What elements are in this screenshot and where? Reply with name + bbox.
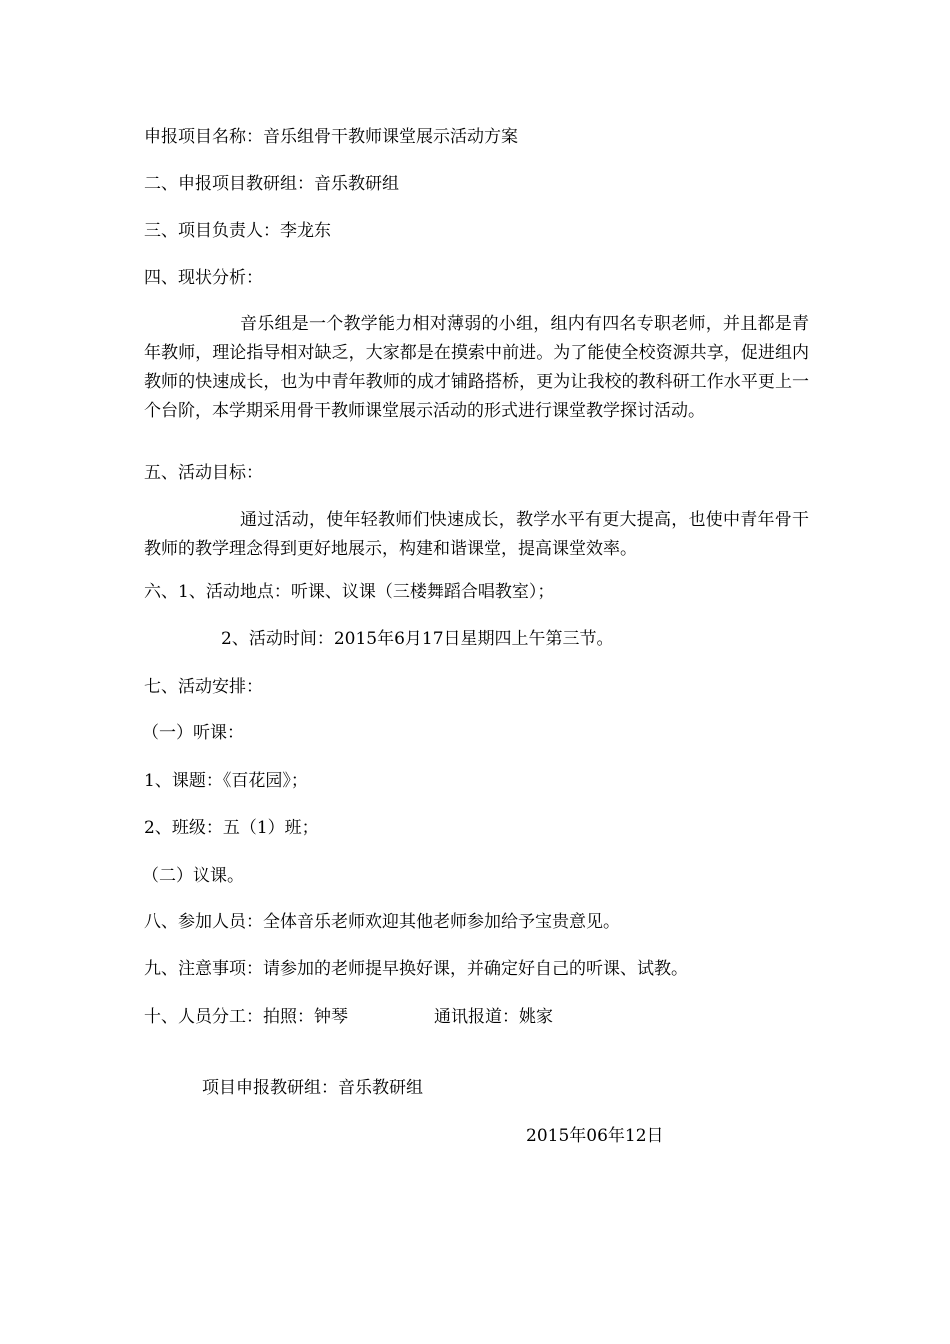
activity-location: 六、1、活动地点：听课、议课（三楼舞蹈合唱教室）；	[144, 582, 555, 602]
project-leader: 三、项目负责人：李龙东	[144, 221, 331, 241]
part-two-heading: （二）议课。	[142, 866, 244, 886]
goal-paragraph: 通过活动，使年轻教师们快速成长，教学水平有更大提高，也使中青年骨干教师的教学理念得到更好地展示，构建和谐课堂，提高课堂效率。	[144, 510, 809, 559]
division-report: 通讯报道：姚家	[434, 1007, 553, 1027]
signature-date: 2015年06年12日	[526, 1126, 664, 1146]
signature-group: 项目申报教研组：音乐教研组	[202, 1078, 423, 1098]
lesson-class: 2、班级：五（1）班；	[144, 818, 319, 838]
staff-division	[144, 1006, 553, 1028]
division-photo: 十、人员分工：拍照：钟琴	[144, 1007, 348, 1027]
lesson-topic: 1、课题：《百花园》；	[144, 771, 308, 791]
analysis-heading: 四、现状分析：	[144, 268, 263, 288]
research-group: 二、申报项目教研组：音乐教研组	[144, 174, 399, 194]
notes: 九、注意事项：请参加的老师提早换好课，并确定好自己的听课、试教。	[144, 959, 688, 979]
part-one-heading: （一）听课：	[142, 723, 244, 743]
analysis-paragraph: 音乐组是一个教学能力相对薄弱的小组，组内有四名专职老师，并且都是青年教师，理论指导相对缺乏，大家都是在摸索中前进。为了能使全校资源共享，促进组内教师的快速成长，也为中青年教师的成才铺路搭桥，更为让我校的教科研工作水平更上一个台阶，本学期采用骨干教师课堂展示活动的形式进行课堂教学探讨活动。	[144, 314, 809, 421]
project-name: 申报项目名称：音乐组骨干教师课堂展示活动方案	[144, 127, 518, 147]
goal-heading: 五、活动目标：	[144, 463, 263, 483]
activity-time: 2、活动时间：2015年6月17日星期四上午第三节。	[221, 629, 614, 649]
arrangement-heading: 七、活动安排：	[144, 677, 263, 697]
participants: 八、参加人员：全体音乐老师欢迎其他老师参加给予宝贵意见。	[144, 912, 620, 932]
